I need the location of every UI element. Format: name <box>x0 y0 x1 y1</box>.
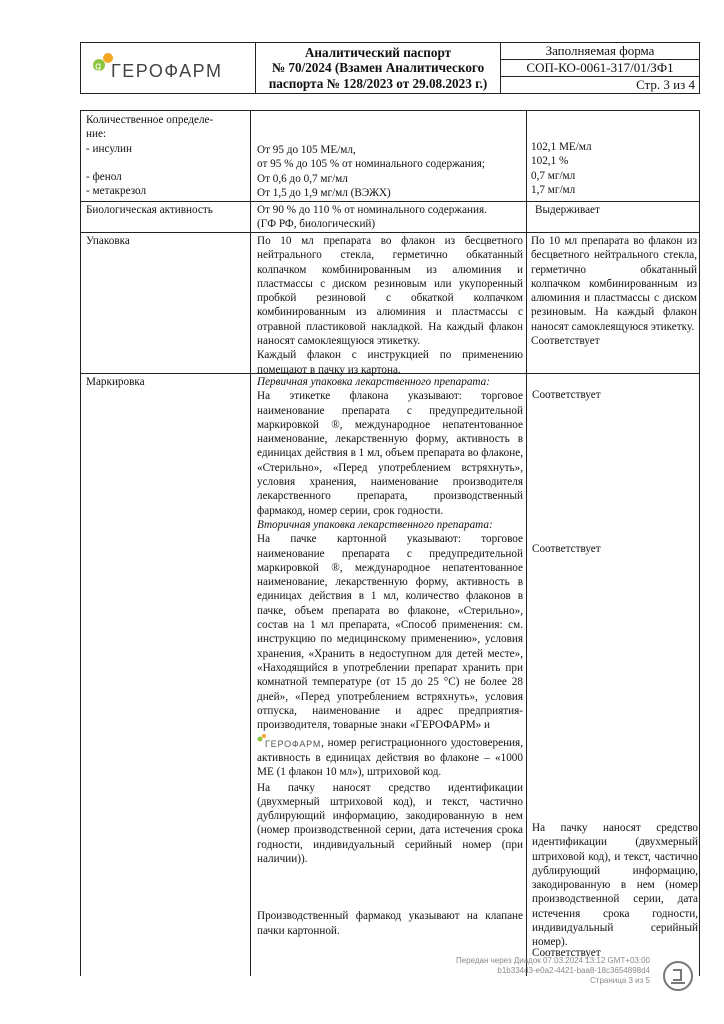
form-code: СОП-КО-0061-317/01/ЗФ1 <box>501 60 700 77</box>
pack-norm: По 10 мл препарата во флакон из бесцветного нейтрального стекла, герметично обкатанный колпачком комбинированным из алюминия и пластмассы с диском резиновым или укупоренный пробкой резиновой с обкаткой колпачком комбинированным из алюминия и пластмассы с отравной пластиковой накладкой. На каждый флакон наносят самоклеящуюся этикетку. Каждый флакон с инструкцией по применению помещают в пачку из картона. <box>257 235 523 376</box>
primary-text: На этикетке флакона указывают: торговое наименование препарата с предупредительной маркировкой ®, международное непатентованное наименование, лекарственную форму, активность в единицах действия в 1 мл, объем препарата во флаконе, «Стерильно», «Перед употреблением встряхнуть», условия хранения, наименование производителя лекарственного препарата, производственный фармакод, номер серии, срок годности. <box>257 390 523 517</box>
marking-norm <box>257 375 523 938</box>
title-line-1: Аналитический паспорт <box>304 44 452 60</box>
marking-label: Маркировка <box>86 376 145 388</box>
primary-heading: Первичная упаковка лекарственного препарата: <box>257 376 490 388</box>
geropharm-small-logo: ГЕРОФАРМ <box>257 737 321 751</box>
pack-result: По 10 мл препарата во флакон из бесцветного нейтрального стекла, герметично обкатанный колпачком комбинированным из алюминия и пластмассы с диском резиновым. На каждый флакон наносят самоклеящуюся этикетку. Соответствует <box>531 235 697 348</box>
pharmacode-text: Производственный фармакод указывают на клапане пачки картонной. <box>257 910 523 937</box>
metacresol-label: - метакрезол <box>86 185 147 198</box>
quant-norm: От 95 до 105 МЕ/мл, от 95 % до 105 % от номинального содержания; От 0,6 до 0,7 мг/мл От 1,5 до 1,9 мг/мл (ВЭЖХ) <box>257 144 486 199</box>
bio-label: Биологическая активность <box>86 204 213 216</box>
secondary-text: На пачке картонной указывают: торговое наименование препарата с предупредительной маркировкой ®, международное непатентованное наименование, лекарственную форму, активность в единицах действия в 1 мл, количество флаконов в пачке, объем препарата во флаконе, «Стерильно», состав на 1 мл препарата, «Способ применения: см. инструкцию по медицинскому применению», условия хранения, «Хранить в недоступном для детей месте», «Находящийся в употреблении препарат хранить при комнатной температуре (от 15 до 25 °С) не более 28 дней», «Перед употреблением встряхнуть», условия отпуска, наименование и адрес предприятия-производителя, товарные знаки «ГЕРОФАРМ» и <box>257 533 523 732</box>
document-title <box>256 43 501 94</box>
small-logo-icon <box>257 733 267 743</box>
form-label: Заполняемая форма <box>501 43 700 60</box>
ident-text: На пачку наносят средство идентификации (двухмерный штриховой код), и текст, частично дублирующий информацию, закодированную в нем (номер производственной серии, дата истечения срока годности, индивидуальный серийный номер (при наличии)). <box>257 781 523 866</box>
edo-stamp: Передан через Диадок 07.03.2024 13:12 GMT+03:00 b1b334d3-e0a2-4421-baa8-18c3654898d4 Страница 3 из 5 <box>455 956 650 985</box>
pharmacode-result: Соответствует <box>532 947 601 959</box>
svg-text:g: g <box>95 61 102 72</box>
bio-norm: От 90 % до 110 % от номинального содержания. (ГФ РФ, биологический) <box>257 204 487 231</box>
page-number: Стр. 3 из 4 <box>501 77 700 94</box>
secondary-text-cont: ГЕРОФАРМ, номер регистрационного удостоверения, активность в единицах действия во флаконе – «1000 МЕ (1 флакон 10 мл»), штриховой код. <box>257 736 523 779</box>
spec-table <box>80 110 700 976</box>
secondary-heading: Вторичная упаковка лекарственного препарата: <box>257 518 493 531</box>
quant-result: 102,1 МЕ/мл 102,1 % 0,7 мг/мл 1,7 мг/мл <box>531 141 592 196</box>
insulin-label: - инсулин <box>86 142 132 155</box>
bio-result: Выдерживает <box>535 204 600 216</box>
quant-label: Количественное определе- ние: - инсулин - фенол - метакрезол <box>86 113 246 198</box>
secondary-result: Соответствует <box>532 543 601 555</box>
ident-result: На пачку наносят средство идентификации (двухмерный штриховой код), и текст, частично дублирующий информацию, закодированную в нем (номер производственной серии, дата истечения срока годности, индивидуальный серийный номер). <box>532 822 698 949</box>
document-header <box>80 42 700 94</box>
phenol-label: - фенол <box>86 170 122 183</box>
title-line-3: паспорта № 128/2023 от 29.08.2023 г.) <box>268 75 488 91</box>
logo-cell <box>81 43 256 94</box>
title-line-2: № 70/2024 (Взамен Аналитического <box>271 60 485 76</box>
pack-label: Упаковка <box>86 235 130 247</box>
diadoc-icon <box>662 960 694 992</box>
primary-result: Соответствует <box>532 389 601 401</box>
logo-text: ГЕРОФАРМ <box>111 61 223 81</box>
